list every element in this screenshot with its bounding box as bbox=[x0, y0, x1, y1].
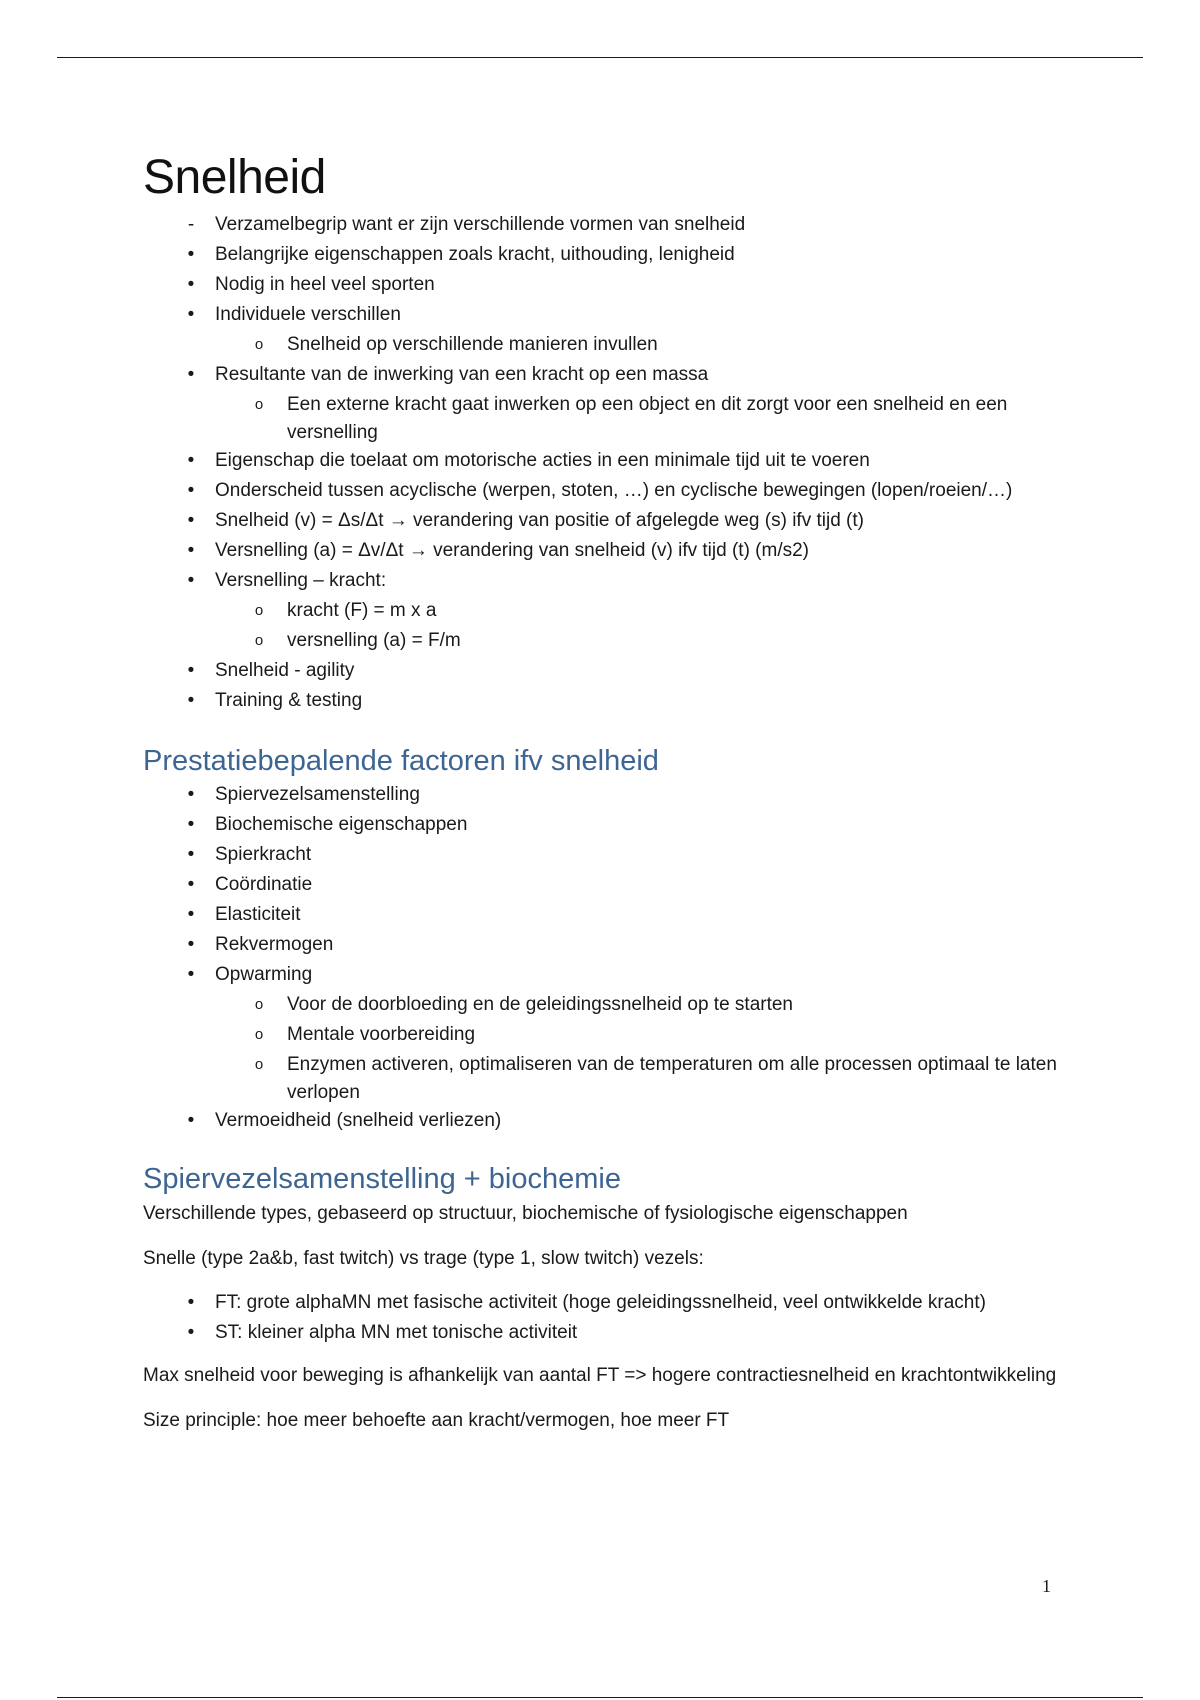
dash-marker: - bbox=[187, 214, 195, 235]
list-item-text: Versnelling – kracht: bbox=[215, 570, 387, 591]
list-item bbox=[143, 1107, 1063, 1137]
bullet-marker: • bbox=[187, 480, 195, 501]
section1-list bbox=[143, 211, 1063, 717]
section-heading-prestatiebepalende: Prestatiebepalende factoren ifv snelheid bbox=[143, 745, 659, 777]
list-item-text: Eigenschap die toelaat om motorische acties in een minimale tijd uit te voeren bbox=[215, 450, 870, 471]
list-item bbox=[143, 901, 1063, 931]
list-item-text: FT: grote alphaMN met fasische activiteit (hoge geleidingssnelheid, veel ontwikkelde kracht) bbox=[215, 1292, 986, 1313]
list-item-text: Coördinatie bbox=[215, 874, 313, 895]
sub-list-item bbox=[143, 1021, 1063, 1051]
bullet-marker: • bbox=[187, 1322, 195, 1343]
list-item bbox=[143, 871, 1063, 901]
paragraph: Size principle: hoe meer behoefte aan kracht/vermogen, hoe meer FT bbox=[143, 1410, 730, 1431]
bullet-marker: • bbox=[187, 510, 195, 531]
bullet-marker: • bbox=[187, 274, 195, 295]
list-item-text: Versnelling (a) = Δv/Δt → verandering van snelheid (v) ifv tijd (t) (m/s2) bbox=[215, 540, 810, 561]
sub-list-item bbox=[143, 1051, 1063, 1107]
sub-list-item bbox=[143, 991, 1063, 1021]
list-item bbox=[143, 271, 1063, 301]
list-item bbox=[143, 241, 1063, 271]
list-item bbox=[143, 211, 1063, 241]
list-item bbox=[143, 931, 1063, 961]
circle-marker: o bbox=[254, 336, 264, 353]
list-item-text: Training & testing bbox=[215, 690, 363, 711]
footer-rule bbox=[57, 1697, 1143, 1698]
list-item bbox=[143, 841, 1063, 871]
list-item bbox=[143, 687, 1063, 717]
circle-marker: o bbox=[254, 1026, 264, 1043]
list-item-text: Snelheid (v) = Δs/Δt → verandering van positie of afgelegde weg (s) ifv tijd (t) bbox=[215, 510, 864, 531]
paragraph: Verschillende types, gebaseerd op structuur, biochemische of fysiologische eigenschappen bbox=[143, 1203, 908, 1224]
paragraph: Snelle (type 2a&b, fast twitch) vs trage (type 1, slow twitch) vezels: bbox=[143, 1248, 704, 1269]
list-item bbox=[143, 1289, 1063, 1319]
bullet-marker: • bbox=[187, 540, 195, 561]
bullet-marker: • bbox=[187, 570, 195, 591]
section-heading-spiervezelsamenstelling: Spiervezelsamenstelling + biochemie bbox=[143, 1163, 621, 1195]
bullet-marker: • bbox=[187, 1292, 195, 1313]
bullet-marker: • bbox=[187, 304, 195, 325]
list-item-text: Resultante van de inwerking van een kracht op een massa bbox=[215, 364, 709, 385]
list-item bbox=[143, 447, 1063, 477]
list-item-text: kracht (F) = m x a bbox=[287, 600, 437, 621]
page-title: Snelheid bbox=[143, 151, 326, 204]
list-item bbox=[143, 961, 1063, 991]
bullet-marker: • bbox=[187, 784, 195, 805]
list-item-text: Verzamelbegrip want er zijn verschillende vormen van snelheid bbox=[215, 214, 746, 235]
header-rule bbox=[57, 57, 1143, 58]
circle-marker: o bbox=[254, 396, 264, 413]
page-number: 1 bbox=[1042, 1576, 1051, 1596]
sub-list-item bbox=[143, 627, 1063, 657]
list-item bbox=[143, 567, 1063, 597]
list-item-text: ST: kleiner alpha MN met tonische activiteit bbox=[215, 1322, 578, 1343]
sub-list-item bbox=[143, 331, 1063, 361]
bullet-marker: • bbox=[187, 244, 195, 265]
list-item-text: Biochemische eigenschappen bbox=[215, 814, 468, 835]
list-item bbox=[143, 657, 1063, 687]
list-item-text: Nodig in heel veel sporten bbox=[215, 274, 435, 295]
bullet-marker: • bbox=[187, 904, 195, 925]
list-item-text: Mentale voorbereiding bbox=[287, 1024, 476, 1045]
list-item bbox=[143, 361, 1063, 391]
circle-marker: o bbox=[254, 602, 264, 619]
list-item-text: versnelling (a) = F/m bbox=[287, 630, 461, 651]
list-item bbox=[143, 477, 1063, 507]
section2-list bbox=[143, 781, 1063, 1137]
list-item bbox=[143, 781, 1063, 811]
bullet-marker: • bbox=[187, 364, 195, 385]
paragraph: Max snelheid voor beweging is afhankelijk van aantal FT => hogere contractiesnelheid en krachtontwikkeling bbox=[143, 1365, 1057, 1386]
bullet-marker: • bbox=[187, 450, 195, 471]
list-item-text: Opwarming bbox=[215, 964, 313, 985]
circle-marker: o bbox=[254, 632, 264, 649]
list-item-text: Een externe kracht gaat inwerken op een object en dit zorgt voor een snelheid en een versnelling bbox=[287, 394, 1008, 443]
list-item-text: Rekvermogen bbox=[215, 934, 334, 955]
section3-list bbox=[143, 1289, 1063, 1349]
page-content bbox=[143, 148, 1063, 1435]
list-item bbox=[143, 1319, 1063, 1349]
list-item-text: Enzymen activeren, optimaliseren van de temperaturen om alle processen optimaal te laten verlopen bbox=[287, 1054, 1057, 1103]
list-item-text: Vermoeidheid (snelheid verliezen) bbox=[215, 1110, 502, 1131]
bullet-marker: • bbox=[187, 874, 195, 895]
circle-marker: o bbox=[254, 1056, 264, 1073]
circle-marker: o bbox=[254, 996, 264, 1013]
list-item-text: Voor de doorbloeding en de geleidingssnelheid op te starten bbox=[287, 994, 793, 1015]
list-item-text: Belangrijke eigenschappen zoals kracht, uithouding, lenigheid bbox=[215, 244, 735, 265]
list-item-text: Snelheid op verschillende manieren invullen bbox=[287, 334, 658, 355]
list-item-text: Onderscheid tussen acyclische (werpen, stoten, …) en cyclische bewegingen (lopen/roeien/…) bbox=[215, 480, 1013, 501]
bullet-marker: • bbox=[187, 934, 195, 955]
sub-list-item bbox=[143, 597, 1063, 627]
list-item-text: Spiervezelsamenstelling bbox=[215, 784, 420, 805]
list-item bbox=[143, 811, 1063, 841]
bullet-marker: • bbox=[187, 844, 195, 865]
list-item bbox=[143, 507, 1063, 537]
bullet-marker: • bbox=[187, 660, 195, 681]
list-item-text: Spierkracht bbox=[215, 844, 312, 865]
bullet-marker: • bbox=[187, 1110, 195, 1131]
bullet-marker: • bbox=[187, 690, 195, 711]
list-item-text: Elasticiteit bbox=[215, 904, 301, 925]
list-item bbox=[143, 537, 1063, 567]
bullet-marker: • bbox=[187, 964, 195, 985]
bullet-marker: • bbox=[187, 814, 195, 835]
list-item bbox=[143, 301, 1063, 331]
list-item-text: Individuele verschillen bbox=[215, 304, 401, 325]
list-item-text: Snelheid - agility bbox=[215, 660, 355, 681]
sub-list-item bbox=[143, 391, 1063, 447]
